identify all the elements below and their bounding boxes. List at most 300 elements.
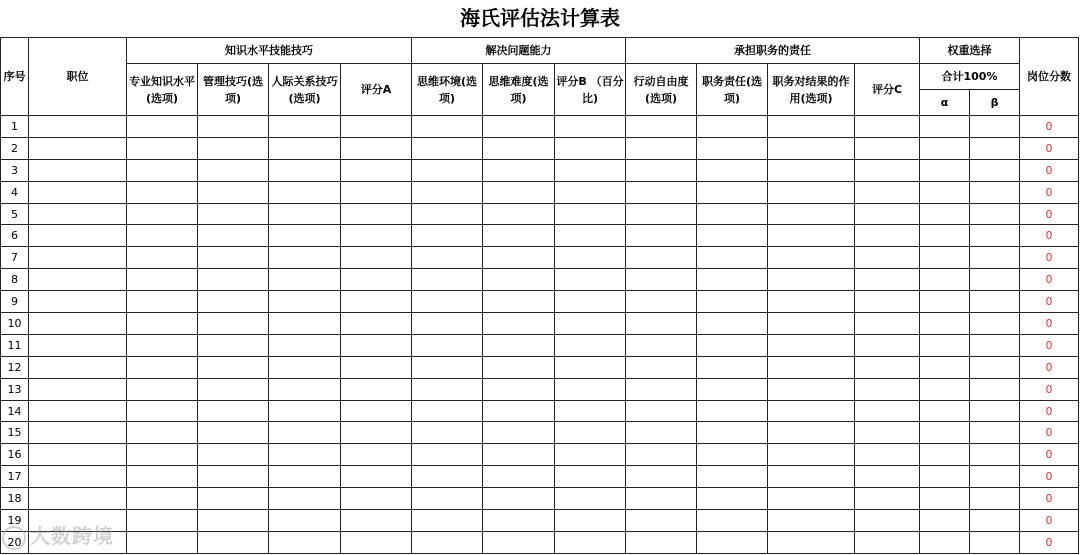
row-index-cell[interactable]: 15 <box>1 422 29 444</box>
input-cell[interactable] <box>341 137 412 159</box>
input-cell[interactable] <box>626 378 697 400</box>
input-cell[interactable] <box>198 488 269 510</box>
input-cell[interactable] <box>970 159 1020 181</box>
input-cell[interactable] <box>626 203 697 225</box>
input-cell[interactable] <box>412 291 483 313</box>
input-cell[interactable] <box>920 444 970 466</box>
input-cell[interactable] <box>269 203 341 225</box>
row-index-cell[interactable]: 16 <box>1 444 29 466</box>
input-cell[interactable] <box>483 181 555 203</box>
input-cell[interactable] <box>697 159 768 181</box>
input-cell[interactable] <box>269 444 341 466</box>
input-cell[interactable] <box>483 531 555 553</box>
input-cell[interactable] <box>483 378 555 400</box>
input-cell[interactable] <box>626 181 697 203</box>
input-cell[interactable] <box>920 531 970 553</box>
input-cell[interactable] <box>555 466 626 488</box>
input-cell[interactable] <box>269 378 341 400</box>
input-cell[interactable] <box>29 313 127 335</box>
input-cell[interactable] <box>29 181 127 203</box>
input-cell[interactable] <box>29 444 127 466</box>
input-cell[interactable] <box>412 334 483 356</box>
input-cell[interactable] <box>970 334 1020 356</box>
input-cell[interactable] <box>855 466 920 488</box>
input-cell[interactable] <box>970 444 1020 466</box>
input-cell[interactable] <box>29 137 127 159</box>
input-cell[interactable] <box>920 269 970 291</box>
input-cell[interactable] <box>920 356 970 378</box>
input-cell[interactable] <box>341 422 412 444</box>
position-score-cell[interactable]: 0 <box>1020 400 1079 422</box>
input-cell[interactable] <box>341 400 412 422</box>
input-cell[interactable] <box>970 356 1020 378</box>
position-score-cell[interactable]: 0 <box>1020 116 1079 138</box>
input-cell[interactable] <box>341 181 412 203</box>
input-cell[interactable] <box>626 225 697 247</box>
input-cell[interactable] <box>626 466 697 488</box>
row-index-cell[interactable]: 5 <box>1 203 29 225</box>
input-cell[interactable] <box>198 203 269 225</box>
input-cell[interactable] <box>970 422 1020 444</box>
input-cell[interactable] <box>341 466 412 488</box>
position-score-cell[interactable]: 0 <box>1020 137 1079 159</box>
input-cell[interactable] <box>555 334 626 356</box>
position-score-cell[interactable]: 0 <box>1020 247 1079 269</box>
input-cell[interactable] <box>970 203 1020 225</box>
input-cell[interactable] <box>483 313 555 335</box>
input-cell[interactable] <box>29 291 127 313</box>
position-score-cell[interactable]: 0 <box>1020 378 1079 400</box>
position-score-cell[interactable]: 0 <box>1020 422 1079 444</box>
input-cell[interactable] <box>768 488 855 510</box>
input-cell[interactable] <box>127 225 198 247</box>
input-cell[interactable] <box>855 400 920 422</box>
input-cell[interactable] <box>412 466 483 488</box>
input-cell[interactable] <box>483 137 555 159</box>
input-cell[interactable] <box>341 356 412 378</box>
input-cell[interactable] <box>127 531 198 553</box>
input-cell[interactable] <box>697 291 768 313</box>
input-cell[interactable] <box>555 400 626 422</box>
input-cell[interactable] <box>555 378 626 400</box>
input-cell[interactable] <box>127 466 198 488</box>
input-cell[interactable] <box>198 137 269 159</box>
input-cell[interactable] <box>198 531 269 553</box>
input-cell[interactable] <box>412 488 483 510</box>
input-cell[interactable] <box>269 400 341 422</box>
input-cell[interactable] <box>555 116 626 138</box>
input-cell[interactable] <box>269 356 341 378</box>
input-cell[interactable] <box>626 159 697 181</box>
input-cell[interactable] <box>970 181 1020 203</box>
input-cell[interactable] <box>127 181 198 203</box>
input-cell[interactable] <box>697 181 768 203</box>
input-cell[interactable] <box>626 247 697 269</box>
input-cell[interactable] <box>555 137 626 159</box>
input-cell[interactable] <box>697 356 768 378</box>
input-cell[interactable] <box>920 510 970 532</box>
input-cell[interactable] <box>412 400 483 422</box>
input-cell[interactable] <box>626 488 697 510</box>
position-score-cell[interactable]: 0 <box>1020 203 1079 225</box>
input-cell[interactable] <box>341 444 412 466</box>
input-cell[interactable] <box>555 356 626 378</box>
input-cell[interactable] <box>483 488 555 510</box>
input-cell[interactable] <box>269 137 341 159</box>
input-cell[interactable] <box>29 116 127 138</box>
input-cell[interactable] <box>127 269 198 291</box>
row-index-cell[interactable]: 19 <box>1 510 29 532</box>
input-cell[interactable] <box>412 531 483 553</box>
input-cell[interactable] <box>768 400 855 422</box>
input-cell[interactable] <box>555 291 626 313</box>
input-cell[interactable] <box>269 159 341 181</box>
input-cell[interactable] <box>626 291 697 313</box>
input-cell[interactable] <box>855 291 920 313</box>
input-cell[interactable] <box>855 116 920 138</box>
input-cell[interactable] <box>555 444 626 466</box>
input-cell[interactable] <box>483 203 555 225</box>
row-index-cell[interactable]: 7 <box>1 247 29 269</box>
input-cell[interactable] <box>697 378 768 400</box>
input-cell[interactable] <box>768 291 855 313</box>
input-cell[interactable] <box>855 422 920 444</box>
input-cell[interactable] <box>855 378 920 400</box>
input-cell[interactable] <box>768 356 855 378</box>
input-cell[interactable] <box>198 247 269 269</box>
input-cell[interactable] <box>920 291 970 313</box>
input-cell[interactable] <box>768 510 855 532</box>
row-index-cell[interactable]: 18 <box>1 488 29 510</box>
input-cell[interactable] <box>697 444 768 466</box>
row-index-cell[interactable]: 6 <box>1 225 29 247</box>
input-cell[interactable] <box>127 400 198 422</box>
input-cell[interactable] <box>920 159 970 181</box>
input-cell[interactable] <box>920 247 970 269</box>
position-score-cell[interactable]: 0 <box>1020 313 1079 335</box>
input-cell[interactable] <box>697 313 768 335</box>
input-cell[interactable] <box>198 510 269 532</box>
input-cell[interactable] <box>555 203 626 225</box>
input-cell[interactable] <box>412 203 483 225</box>
input-cell[interactable] <box>855 444 920 466</box>
input-cell[interactable] <box>483 159 555 181</box>
input-cell[interactable] <box>626 116 697 138</box>
input-cell[interactable] <box>29 269 127 291</box>
input-cell[interactable] <box>555 422 626 444</box>
input-cell[interactable] <box>341 225 412 247</box>
input-cell[interactable] <box>697 466 768 488</box>
input-cell[interactable] <box>412 422 483 444</box>
input-cell[interactable] <box>269 334 341 356</box>
input-cell[interactable] <box>269 247 341 269</box>
input-cell[interactable] <box>555 181 626 203</box>
input-cell[interactable] <box>198 334 269 356</box>
position-score-cell[interactable]: 0 <box>1020 225 1079 247</box>
row-index-cell[interactable]: 11 <box>1 334 29 356</box>
input-cell[interactable] <box>269 313 341 335</box>
input-cell[interactable] <box>555 247 626 269</box>
input-cell[interactable] <box>970 531 1020 553</box>
input-cell[interactable] <box>269 422 341 444</box>
input-cell[interactable] <box>127 444 198 466</box>
input-cell[interactable] <box>768 531 855 553</box>
input-cell[interactable] <box>855 137 920 159</box>
input-cell[interactable] <box>198 356 269 378</box>
input-cell[interactable] <box>697 334 768 356</box>
input-cell[interactable] <box>341 510 412 532</box>
position-score-cell[interactable]: 0 <box>1020 466 1079 488</box>
input-cell[interactable] <box>483 510 555 532</box>
input-cell[interactable] <box>269 116 341 138</box>
input-cell[interactable] <box>768 422 855 444</box>
input-cell[interactable] <box>29 488 127 510</box>
input-cell[interactable] <box>483 225 555 247</box>
input-cell[interactable] <box>29 203 127 225</box>
input-cell[interactable] <box>768 313 855 335</box>
input-cell[interactable] <box>198 466 269 488</box>
row-index-cell[interactable]: 3 <box>1 159 29 181</box>
input-cell[interactable] <box>269 488 341 510</box>
input-cell[interactable] <box>198 225 269 247</box>
input-cell[interactable] <box>555 269 626 291</box>
row-index-cell[interactable]: 1 <box>1 116 29 138</box>
input-cell[interactable] <box>920 422 970 444</box>
input-cell[interactable] <box>198 313 269 335</box>
row-index-cell[interactable]: 4 <box>1 181 29 203</box>
input-cell[interactable] <box>412 181 483 203</box>
input-cell[interactable] <box>198 444 269 466</box>
position-score-cell[interactable]: 0 <box>1020 531 1079 553</box>
input-cell[interactable] <box>483 116 555 138</box>
input-cell[interactable] <box>970 313 1020 335</box>
position-score-cell[interactable]: 0 <box>1020 269 1079 291</box>
input-cell[interactable] <box>412 510 483 532</box>
input-cell[interactable] <box>127 203 198 225</box>
input-cell[interactable] <box>269 510 341 532</box>
row-index-cell[interactable]: 10 <box>1 313 29 335</box>
input-cell[interactable] <box>768 225 855 247</box>
input-cell[interactable] <box>29 247 127 269</box>
input-cell[interactable] <box>127 378 198 400</box>
input-cell[interactable] <box>483 247 555 269</box>
input-cell[interactable] <box>768 181 855 203</box>
input-cell[interactable] <box>198 159 269 181</box>
input-cell[interactable] <box>970 225 1020 247</box>
input-cell[interactable] <box>341 313 412 335</box>
input-cell[interactable] <box>341 269 412 291</box>
input-cell[interactable] <box>412 378 483 400</box>
input-cell[interactable] <box>269 291 341 313</box>
input-cell[interactable] <box>412 444 483 466</box>
input-cell[interactable] <box>626 313 697 335</box>
input-cell[interactable] <box>855 356 920 378</box>
input-cell[interactable] <box>626 269 697 291</box>
input-cell[interactable] <box>341 334 412 356</box>
input-cell[interactable] <box>920 466 970 488</box>
input-cell[interactable] <box>855 334 920 356</box>
input-cell[interactable] <box>341 116 412 138</box>
input-cell[interactable] <box>970 488 1020 510</box>
input-cell[interactable] <box>127 313 198 335</box>
input-cell[interactable] <box>412 356 483 378</box>
input-cell[interactable] <box>768 203 855 225</box>
input-cell[interactable] <box>483 334 555 356</box>
row-index-cell[interactable]: 2 <box>1 137 29 159</box>
input-cell[interactable] <box>768 334 855 356</box>
input-cell[interactable] <box>970 137 1020 159</box>
input-cell[interactable] <box>29 466 127 488</box>
input-cell[interactable] <box>483 356 555 378</box>
input-cell[interactable] <box>127 159 198 181</box>
input-cell[interactable] <box>920 488 970 510</box>
input-cell[interactable] <box>198 269 269 291</box>
input-cell[interactable] <box>697 269 768 291</box>
input-cell[interactable] <box>697 203 768 225</box>
input-cell[interactable] <box>198 378 269 400</box>
input-cell[interactable] <box>127 356 198 378</box>
input-cell[interactable] <box>483 269 555 291</box>
input-cell[interactable] <box>920 400 970 422</box>
input-cell[interactable] <box>555 488 626 510</box>
input-cell[interactable] <box>29 356 127 378</box>
input-cell[interactable] <box>697 116 768 138</box>
input-cell[interactable] <box>768 269 855 291</box>
row-index-cell[interactable]: 12 <box>1 356 29 378</box>
input-cell[interactable] <box>855 488 920 510</box>
input-cell[interactable] <box>970 466 1020 488</box>
input-cell[interactable] <box>970 269 1020 291</box>
input-cell[interactable] <box>127 334 198 356</box>
input-cell[interactable] <box>970 510 1020 532</box>
input-cell[interactable] <box>855 159 920 181</box>
input-cell[interactable] <box>341 203 412 225</box>
row-index-cell[interactable]: 9 <box>1 291 29 313</box>
input-cell[interactable] <box>855 531 920 553</box>
position-score-cell[interactable]: 0 <box>1020 356 1079 378</box>
input-cell[interactable] <box>920 181 970 203</box>
input-cell[interactable] <box>269 225 341 247</box>
input-cell[interactable] <box>127 116 198 138</box>
input-cell[interactable] <box>970 291 1020 313</box>
input-cell[interactable] <box>555 531 626 553</box>
input-cell[interactable] <box>626 510 697 532</box>
input-cell[interactable] <box>626 444 697 466</box>
input-cell[interactable] <box>768 378 855 400</box>
input-cell[interactable] <box>412 313 483 335</box>
position-score-cell[interactable]: 0 <box>1020 291 1079 313</box>
input-cell[interactable] <box>697 531 768 553</box>
input-cell[interactable] <box>920 378 970 400</box>
input-cell[interactable] <box>855 269 920 291</box>
input-cell[interactable] <box>269 269 341 291</box>
input-cell[interactable] <box>920 203 970 225</box>
input-cell[interactable] <box>483 400 555 422</box>
row-index-cell[interactable]: 20 <box>1 531 29 553</box>
input-cell[interactable] <box>555 313 626 335</box>
input-cell[interactable] <box>198 400 269 422</box>
input-cell[interactable] <box>29 225 127 247</box>
input-cell[interactable] <box>626 400 697 422</box>
input-cell[interactable] <box>412 225 483 247</box>
input-cell[interactable] <box>697 422 768 444</box>
position-score-cell[interactable]: 0 <box>1020 159 1079 181</box>
row-index-cell[interactable]: 8 <box>1 269 29 291</box>
input-cell[interactable] <box>970 116 1020 138</box>
input-cell[interactable] <box>29 378 127 400</box>
row-index-cell[interactable]: 17 <box>1 466 29 488</box>
input-cell[interactable] <box>29 400 127 422</box>
input-cell[interactable] <box>970 400 1020 422</box>
input-cell[interactable] <box>920 116 970 138</box>
input-cell[interactable] <box>269 181 341 203</box>
input-cell[interactable] <box>269 531 341 553</box>
input-cell[interactable] <box>341 291 412 313</box>
input-cell[interactable] <box>697 225 768 247</box>
input-cell[interactable] <box>768 444 855 466</box>
input-cell[interactable] <box>412 159 483 181</box>
input-cell[interactable] <box>127 247 198 269</box>
input-cell[interactable] <box>198 422 269 444</box>
input-cell[interactable] <box>341 247 412 269</box>
position-score-cell[interactable]: 0 <box>1020 444 1079 466</box>
input-cell[interactable] <box>127 422 198 444</box>
input-cell[interactable] <box>198 116 269 138</box>
row-index-cell[interactable]: 14 <box>1 400 29 422</box>
input-cell[interactable] <box>341 488 412 510</box>
input-cell[interactable] <box>127 510 198 532</box>
input-cell[interactable] <box>920 225 970 247</box>
input-cell[interactable] <box>127 488 198 510</box>
input-cell[interactable] <box>483 444 555 466</box>
input-cell[interactable] <box>483 291 555 313</box>
input-cell[interactable] <box>768 247 855 269</box>
input-cell[interactable] <box>483 422 555 444</box>
input-cell[interactable] <box>855 181 920 203</box>
input-cell[interactable] <box>855 225 920 247</box>
input-cell[interactable] <box>412 247 483 269</box>
input-cell[interactable] <box>768 466 855 488</box>
input-cell[interactable] <box>341 159 412 181</box>
input-cell[interactable] <box>626 356 697 378</box>
input-cell[interactable] <box>855 247 920 269</box>
input-cell[interactable] <box>555 225 626 247</box>
input-cell[interactable] <box>855 510 920 532</box>
input-cell[interactable] <box>555 159 626 181</box>
input-cell[interactable] <box>626 137 697 159</box>
input-cell[interactable] <box>697 137 768 159</box>
input-cell[interactable] <box>768 137 855 159</box>
input-cell[interactable] <box>483 466 555 488</box>
input-cell[interactable] <box>626 334 697 356</box>
input-cell[interactable] <box>970 378 1020 400</box>
input-cell[interactable] <box>697 400 768 422</box>
input-cell[interactable] <box>697 510 768 532</box>
input-cell[interactable] <box>269 466 341 488</box>
input-cell[interactable] <box>412 116 483 138</box>
input-cell[interactable] <box>855 313 920 335</box>
input-cell[interactable] <box>412 269 483 291</box>
input-cell[interactable] <box>920 137 970 159</box>
input-cell[interactable] <box>29 422 127 444</box>
row-index-cell[interactable]: 13 <box>1 378 29 400</box>
position-score-cell[interactable]: 0 <box>1020 181 1079 203</box>
input-cell[interactable] <box>127 291 198 313</box>
input-cell[interactable] <box>970 247 1020 269</box>
input-cell[interactable] <box>555 510 626 532</box>
input-cell[interactable] <box>198 181 269 203</box>
position-score-cell[interactable]: 0 <box>1020 488 1079 510</box>
